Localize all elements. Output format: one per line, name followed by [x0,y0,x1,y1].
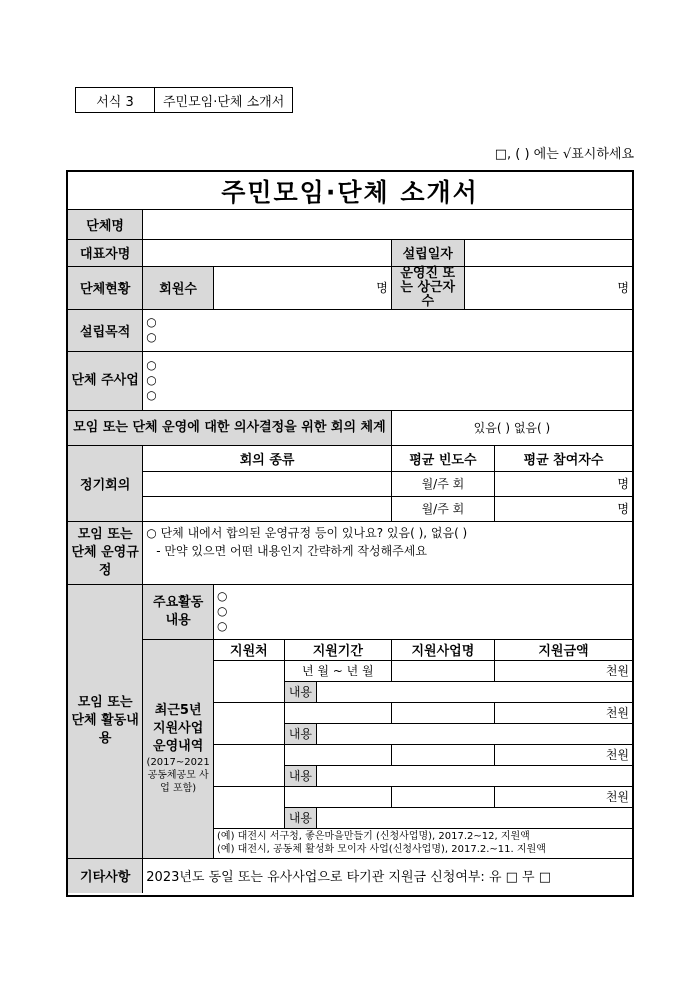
content-label: 내용 [284,807,316,828]
members-label: 회원수 [143,266,214,309]
status-label: 단체현황 [68,266,143,309]
main-activities-label: 주요활동 내용 [143,584,214,639]
bullet: ○ [217,604,228,618]
avg-attend-header: 평균 참여자수 [494,445,632,471]
instruction-note: □, ( ) 에는 √표시하세요 [494,147,634,162]
example-2: (예) 대전시, 공동체 활성화 모이자 사업(신청사업명), 2017.2.~11. 지원액 [217,844,546,855]
form-title: 주민모임·단체 소개서 [68,172,632,210]
attend-field[interactable]: 명 [494,471,632,496]
representative-field[interactable] [143,239,392,266]
rules-instruction: - 만약 있으면 어떤 내용인지 간략하게 작성해주세요 [156,543,427,558]
example-1: (예) 대전시 서구청, 좋은마을만들기 (신청사업명), 2017.2~12, 지원액 [217,831,530,842]
purpose-label: 설립목적 [68,309,143,351]
sponsor-header: 지원처 [214,639,285,660]
other-label: 기타사항 [68,858,143,893]
form-frame [66,170,634,897]
form-number: 서식 3 [76,88,155,112]
decision-meeting-label: 모임 또는 단체 운영에 대한 의사결정을 위한 회의 체계 [68,410,391,445]
form-table [68,210,632,893]
recent-support-note: (2017~2021 공동체공모 사업 포함) [146,757,210,794]
bullet: ○ [217,619,228,633]
founded-date-field[interactable] [464,239,632,266]
decision-meeting-answer[interactable]: 있음( ) 없음( ) [391,410,632,445]
amount-header: 지원금액 [494,639,632,660]
form-number-tag [75,87,293,113]
rules-label: 모임 또는 단체 운영규정 [68,521,143,584]
examples [214,828,632,858]
other-field[interactable]: 2023년도 동일 또는 유사사업으로 타기관 지원금 신청여부: 유 □ 무 □ [143,858,632,893]
main-projects-label: 단체 주사업 [68,351,143,410]
form-name: 주민모임·단체 소개서 [163,94,285,110]
founded-date-label: 설립일자 [391,239,464,266]
meeting-type-field[interactable] [143,471,392,496]
content-label: 내용 [284,681,316,702]
content-field[interactable] [317,681,632,702]
representative-label: 대표자명 [68,239,143,266]
regular-meeting-label: 정기회의 [68,445,143,521]
rules-field[interactable] [143,521,632,584]
amount-field[interactable]: 천원 [494,702,632,723]
freq-field[interactable]: 월/주 회 [391,496,494,521]
meeting-type-header: 회의 종류 [143,445,392,471]
project-name-header: 지원사업명 [391,639,494,660]
recent-support-label [143,639,214,858]
content-label: 내용 [284,723,316,744]
sponsor-field[interactable] [214,786,285,828]
group-name-field[interactable] [143,210,632,239]
amount-field[interactable]: 천원 [494,660,632,681]
period-field[interactable] [284,744,391,765]
content-label: 내용 [284,765,316,786]
bullet: ○ [146,358,157,372]
main-projects-field[interactable] [143,351,632,410]
content-field[interactable] [317,765,632,786]
sponsor-field[interactable] [214,660,285,702]
project-name-field[interactable] [391,786,494,807]
project-name-field[interactable] [391,744,494,765]
staff-label: 운영진 또는 상근자수 [391,266,464,309]
sponsor-field[interactable] [214,744,285,786]
bullet: ○ [146,373,157,387]
bullet: ○ [146,315,157,329]
group-name-label: 단체명 [68,210,143,239]
period-field[interactable] [284,786,391,807]
recent-support-title: 최근5년 지원사업 운영내역 [153,703,204,754]
bullet: ○ [217,589,228,603]
project-name-field[interactable] [391,660,494,681]
purpose-field[interactable] [143,309,632,351]
activities-label: 모임 또는 단체 활동내용 [68,584,143,858]
avg-freq-header: 평균 빈도수 [391,445,494,471]
content-field[interactable] [317,807,632,828]
attend-field[interactable]: 명 [494,496,632,521]
bullet: ○ [146,388,157,402]
staff-field[interactable]: 명 [464,266,632,309]
freq-field[interactable]: 월/주 회 [391,471,494,496]
period-field[interactable]: 년 월 ~ 년 월 [284,660,391,681]
amount-field[interactable]: 천원 [494,744,632,765]
rules-question: ○ 단체 내에서 합의된 운영규정 등이 있나요? 있음( ), 없음( ) [146,525,468,540]
sponsor-field[interactable] [214,702,285,744]
project-name-field[interactable] [391,702,494,723]
period-header: 지원기간 [284,639,391,660]
meeting-type-field[interactable] [143,496,392,521]
content-field[interactable] [317,723,632,744]
members-field[interactable]: 명 [214,266,392,309]
amount-field[interactable]: 천원 [494,786,632,807]
period-field[interactable] [284,702,391,723]
bullet: ○ [146,330,157,344]
main-activities-field[interactable] [214,584,632,639]
